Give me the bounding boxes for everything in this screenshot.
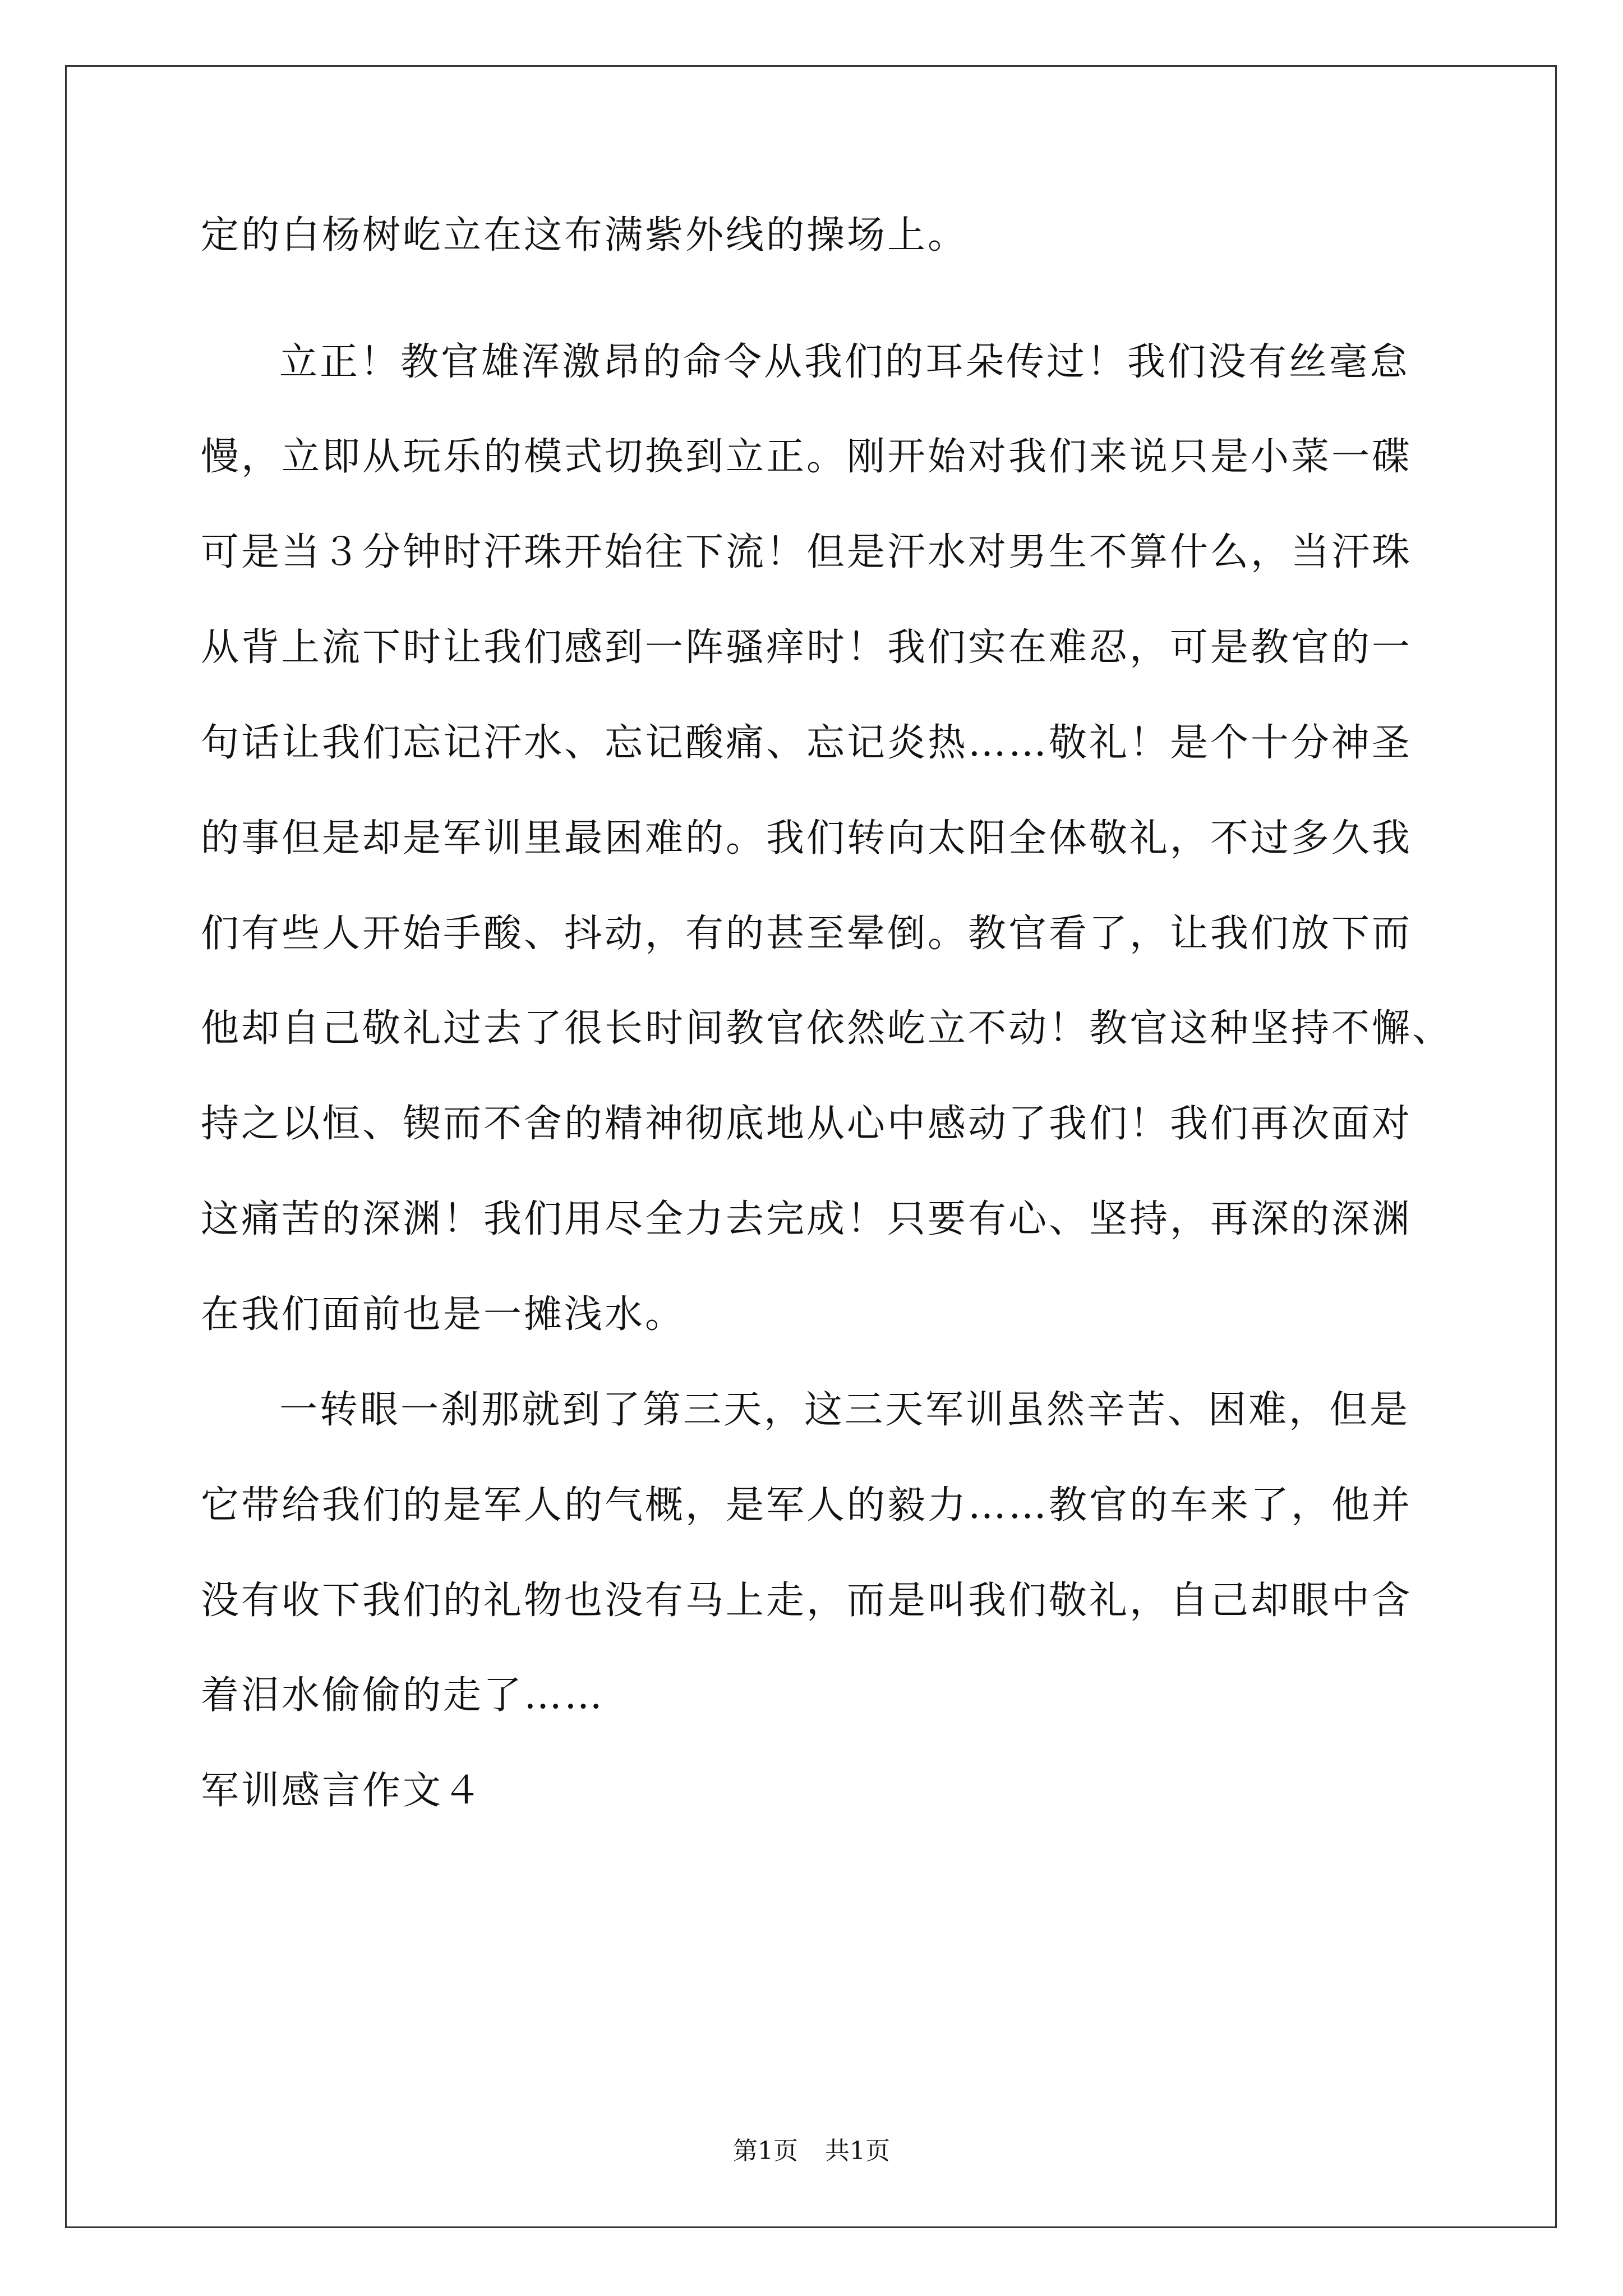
paragraph-line: 的事但是却是军训里最困难的。我们转向太阳全体敬礼，不过多久我 xyxy=(201,816,1413,861)
paragraph-line: 可是当３分钟时汗珠开始往下流！但是汗水对男生不算什么，当汗珠 xyxy=(201,530,1413,574)
page-number: 第1页 xyxy=(733,2137,798,2165)
paragraph-line: 没有收下我们的礼物也没有马上走，而是叫我们敬礼，自己却眼中含 xyxy=(201,1579,1413,1623)
page-footer xyxy=(0,2134,1623,2168)
paragraph-line: 立正！教官雄浑激昂的命令从我们的耳朵传过！我们没有丝毫怠 xyxy=(279,340,1410,384)
paragraph-line: 着泪水偷偷的走了…… xyxy=(201,1673,605,1718)
paragraph-line: 他却自己敬礼过去了很长时间教官依然屹立不动！教官这种坚持不懈、 xyxy=(201,1006,1453,1051)
paragraph-line: 持之以恒、锲而不舍的精神彻底地从心中感动了我们！我们再次面对 xyxy=(201,1102,1413,1146)
paragraph-line: 们有些人开始手酸、抖动，有的甚至晕倒。教官看了，让我们放下而 xyxy=(201,912,1413,956)
section-heading: 军训感言作文４ xyxy=(201,1769,484,1813)
paragraph-line: 这痛苦的深渊！我们用尽全力去完成！只要有心、坚持，再深的深渊 xyxy=(201,1197,1413,1241)
paragraph-line: 从背上流下时让我们感到一阵骚痒时！我们实在难忍，可是教官的一 xyxy=(201,625,1413,670)
paragraph-line: 句话让我们忘记汗水、忘记酸痛、忘记炎热……敬礼！是个十分神圣 xyxy=(201,721,1413,765)
paragraph-line: 一转眼一刹那就到了第三天，这三天军训虽然辛苦、困难，但是 xyxy=(279,1388,1410,1432)
paragraph-line: 定的白杨树屹立在这布满紫外线的操场上。 xyxy=(201,213,969,257)
total-pages: 共1页 xyxy=(825,2137,890,2165)
paragraph-line: 在我们面前也是一摊浅水。 xyxy=(201,1292,686,1337)
page-border xyxy=(65,65,1557,2228)
paragraph-line: 慢，立即从玩乐的模式切换到立正。刚开始对我们来说只是小菜一碟 xyxy=(201,435,1413,479)
paragraph-line: 它带给我们的是军人的气概，是军人的毅力……教官的车来了，他并 xyxy=(201,1483,1413,1527)
